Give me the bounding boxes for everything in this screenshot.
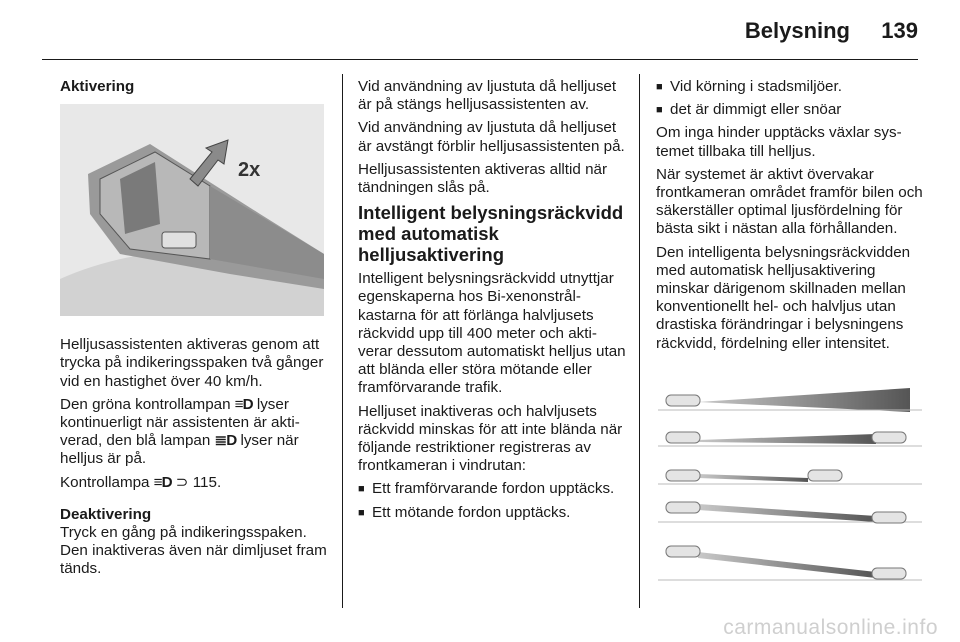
green-lamp-icon: ≡D (234, 395, 253, 413)
paragraph: Vid användning av ljustuta då helljuset är avstängt förblir helljusassistenten på. (358, 119, 625, 155)
watermark: carmanualsonline.info (723, 616, 938, 639)
page-reference: ⊃ 115. (171, 473, 222, 491)
page-header (0, 0, 960, 60)
bullet-icon: ■ (656, 104, 663, 117)
control-lamp-icon: ≡D (153, 473, 172, 491)
section-heading: Intelligent belysningsräckvidd med automatisk helljusaktivering (358, 202, 624, 266)
list-item: ■ Vid körning i stadsmiljöer. (656, 78, 842, 95)
column-1 (60, 78, 330, 584)
scenario-high-beam (658, 388, 922, 412)
paragraph: När systemet är aktivt övervakar frontkameran området framför bilen och säkerställer optimal ljusfördelning för bästa sikt i nästan alla förhållanden. (656, 165, 923, 238)
paragraph: Den intelligenta belysningsräckvidden med automatisk helljusaktivering minskar därigenom skillnaden mellan konventionellt hel- och halvljus utan drastiska förändringar i belysningens räckvidd, fördelning eller intensitet. (656, 243, 911, 352)
page-number: 139 (881, 18, 918, 43)
page-title: Belysning (744, 18, 850, 43)
column-divider (342, 74, 343, 608)
scenario-oncoming-far (658, 546, 922, 580)
scenario-near-vehicle (658, 470, 922, 484)
blue-lamp-icon: ≣D (214, 432, 237, 450)
header-rule (42, 59, 918, 60)
paragraph: Tryck en gång på indikeringsspaken. Den inaktiveras även när dimljuset fram tänds. (60, 524, 327, 578)
heading-aktivering: Aktivering (60, 78, 135, 95)
paragraph: Vid användning av ljustuta då helljuset är på stängs helljusassistenten av. (358, 78, 617, 114)
list-item: ■ Ett framförvarande fordon upptäcks. (358, 480, 615, 498)
paragraph: Kontrollampa ≡D ⊃ 115. (60, 473, 222, 491)
column-divider (639, 74, 640, 608)
stalk-illustration (60, 104, 324, 316)
bullet-icon: ■ (656, 81, 663, 93)
list-item: ■ Ett mötande fordon upptäcks. (358, 503, 571, 521)
heading-deaktivering: Deaktivering (60, 505, 152, 523)
twice-label: 2x (238, 159, 261, 182)
light-beam-diagram (658, 378, 922, 594)
list-item: ■ det är dimmigt eller snöar (656, 101, 842, 119)
paragraph: Helljuset inaktiveras och halvljusets räckvidd minskas för att inte blända när följande restriktioner registreras av frontkameran i vindrutan: (358, 402, 623, 475)
scenario-oncoming-near (658, 502, 922, 523)
indicator-stalk-image (60, 104, 324, 316)
paragraph: Den gröna kontrollampan ≡D lyser kontinuerligt när assistenten är aktiverad, den blå lampan ≣D lyser när helljus är på. (60, 395, 300, 468)
paragraph: Intelligent belysningsräckvidd utnyttjar egenskaperna hos Bi-xenonstrålkastarna för att förlänga halvljusets räckvidd upp till 400 meter och aktiverar dessutom automatiskt helljus utan att blända eller störa mötande eller framförvarande trafik. (358, 270, 626, 397)
paragraph: Om inga hinder upptäcks växlar systemet tillbaka till helljus. (656, 124, 902, 160)
column-3 (656, 78, 924, 358)
bullet-icon: ■ (358, 483, 365, 496)
light-distribution-illustration (658, 378, 922, 594)
paragraph: Helljusassistenten aktiveras genom att trycka på indikeringsspaken två gånger vid en hastighet över 40 km/h. (60, 336, 324, 390)
column-2 (358, 78, 626, 527)
bullet-icon: ■ (358, 506, 365, 519)
scenario-preceding-vehicle (658, 432, 922, 446)
paragraph: Helljusassistenten aktiveras alltid när tändningen slås på. (358, 160, 608, 197)
